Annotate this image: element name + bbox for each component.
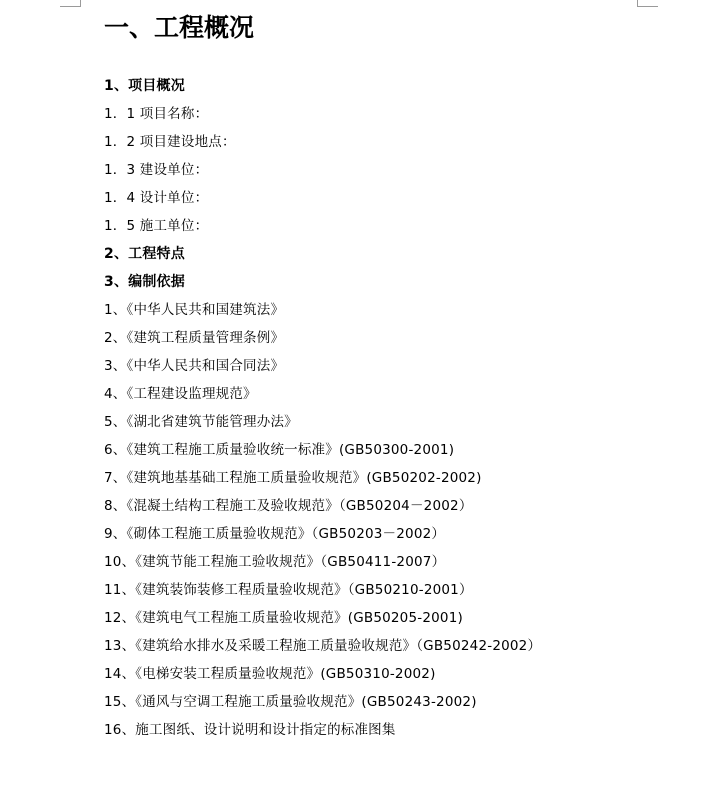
content-line: 3、《中华人民共和国合同法》: [104, 358, 285, 374]
content-line: 2、《建筑工程质量管理条例》: [104, 330, 285, 346]
content-line: 1．2 项目建设地点：: [104, 134, 236, 150]
content-line: 1．1 项目名称：: [104, 106, 209, 122]
section-subheading: 3、编制依据: [104, 274, 185, 290]
content-line: 1．5 施工单位：: [104, 218, 209, 234]
content-line: 10、《建筑节能工程施工验收规范》（GB50411-2007）: [104, 554, 446, 570]
content-line: 5、《湖北省建筑节能管理办法》: [104, 414, 298, 430]
content-line: 4、《工程建设监理规范》: [104, 386, 257, 402]
crop-mark-top-left: [60, 0, 81, 7]
content-line: 12、《建筑电气工程施工质量验收规范》(GB50205-2001): [104, 610, 463, 626]
content-line: 13、《建筑给水排水及采暖工程施工质量验收规范》（GB50242-2002）: [104, 638, 542, 654]
content-line: 6、《建筑工程施工质量验收统一标准》(GB50300-2001): [104, 442, 455, 458]
content-line: 1．4 设计单位：: [104, 190, 209, 206]
section-subheading: 1、项目概况: [104, 78, 185, 94]
content-line: 15、《通风与空调工程施工质量验收规范》(GB50243-2002): [104, 694, 477, 710]
content-line: 16、施工图纸、设计说明和设计指定的标准图集: [104, 722, 396, 738]
crop-mark-top-right: [637, 0, 658, 7]
content-line: 1．3 建设单位：: [104, 162, 209, 178]
section-subheading: 2、工程特点: [104, 246, 185, 262]
content-line: 14、《电梯安装工程质量验收规范》(GB50310-2002): [104, 666, 436, 682]
content-line: 9、《砌体工程施工质量验收规范》（GB50203－2002）: [104, 526, 446, 542]
content-line: 7、《建筑地基基础工程施工质量验收规范》(GB50202-2002): [104, 470, 482, 486]
content-line: 11、《建筑装饰装修工程质量验收规范》（GB50210-2001）: [104, 582, 473, 598]
section-heading: 一、工程概况: [104, 13, 255, 42]
content-line: 1、《中华人民共和国建筑法》: [104, 302, 285, 318]
content-list: [104, 72, 541, 744]
content-line: 8、《混凝土结构工程施工及验收规范》（GB50204－2002）: [104, 498, 473, 514]
